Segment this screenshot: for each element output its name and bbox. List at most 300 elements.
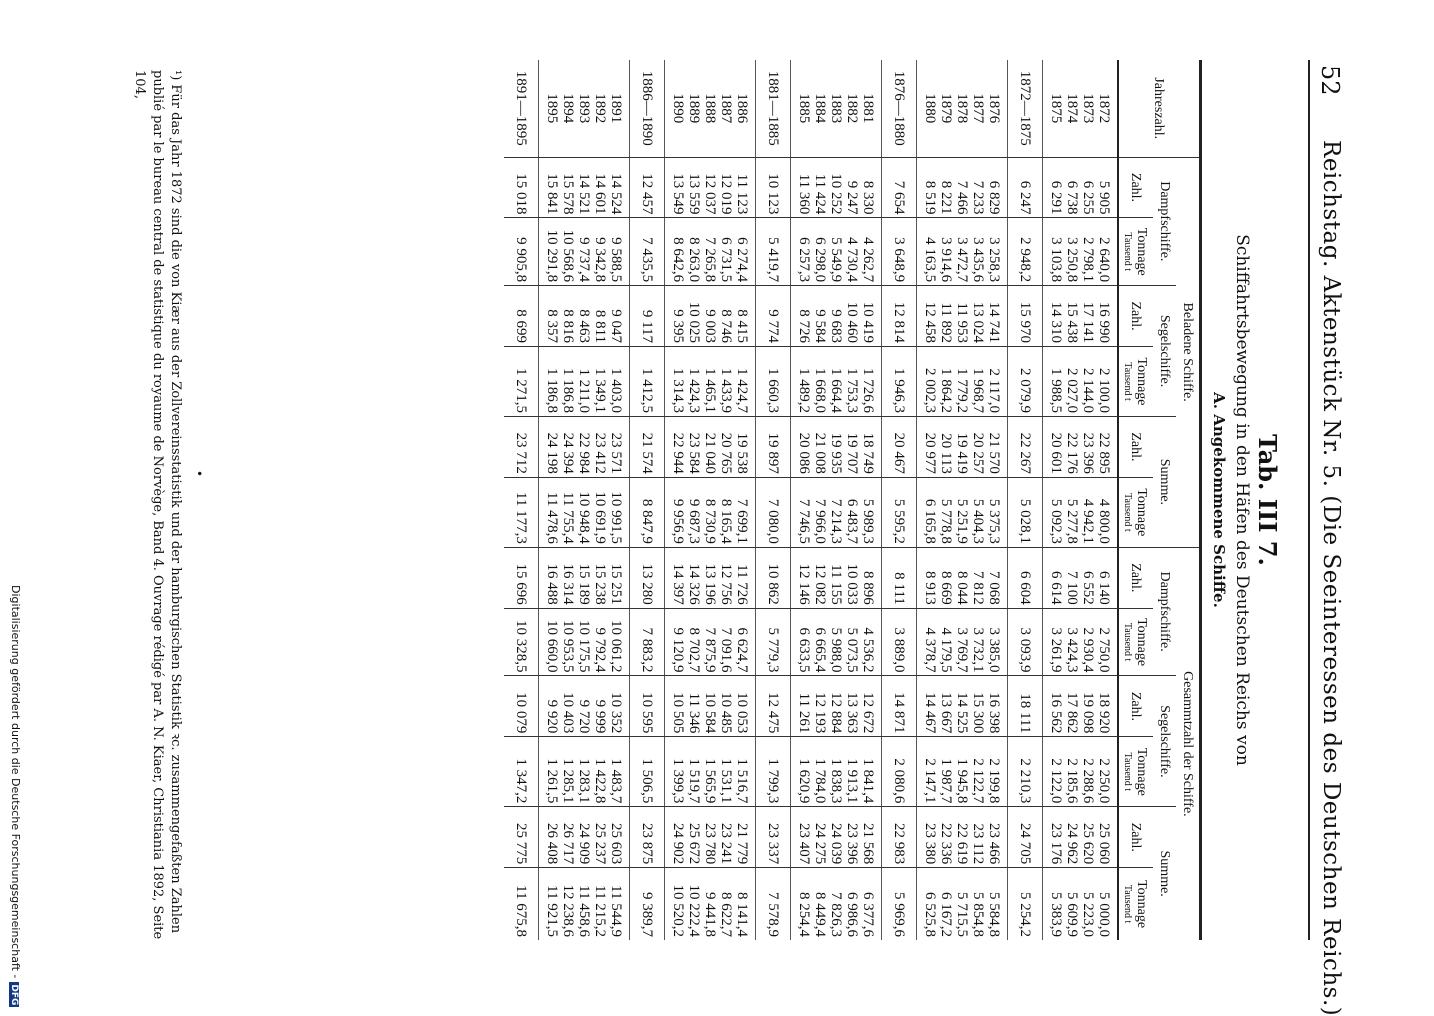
cell-value: 10 953,5 — [560, 619, 576, 673]
cell-value: 12 019 — [718, 173, 734, 215]
cell-value: 7 875,9 — [702, 627, 718, 673]
cell-value: 1 664,4 — [828, 367, 844, 413]
average-value: 15 970 — [1008, 286, 1043, 347]
cell-value: 1 489,2 — [796, 367, 812, 413]
cell-value: 20 113 — [938, 433, 954, 474]
year-value: 1886 — [734, 93, 750, 124]
cell-value: 7 233 — [970, 180, 986, 215]
cell-value: 1 424,7 — [734, 367, 750, 413]
unit-header-row — [1118, 60, 1153, 940]
year-value: 1885 — [796, 93, 812, 124]
average-value: 12 814 — [882, 286, 917, 347]
cell-value: 6 633,5 — [796, 627, 812, 673]
cell-value: 23 466 — [986, 822, 1002, 865]
tonnage-column-header — [1118, 477, 1153, 547]
cell-value: 23 396 — [1080, 432, 1096, 474]
year-value: 1893 — [576, 93, 592, 124]
cell-value: 1 261,5 — [544, 758, 560, 804]
cell-value: 4 163,5 — [922, 237, 938, 283]
cell-value: 3 424,3 — [1064, 627, 1080, 673]
year-cell — [1043, 60, 1119, 157]
period-average-row — [1008, 60, 1043, 940]
cell-value: 7 699,1 — [734, 498, 750, 544]
tonnage-unit: Tausend t — [1122, 232, 1133, 272]
cell-value: 19 707 — [844, 432, 860, 474]
value-cell — [791, 218, 882, 286]
cell-value: 6 665,4 — [812, 627, 828, 673]
cell-value: 2 185,6 — [1064, 758, 1080, 804]
cell-value: 8 726 — [796, 309, 812, 344]
cell-value: 3 258,3 — [986, 237, 1002, 283]
average-value: 8 847,9 — [630, 477, 665, 547]
value-cell — [539, 676, 630, 737]
average-value: 2 210,3 — [1008, 737, 1043, 807]
average-value: 10 862 — [756, 547, 791, 608]
value-cell — [917, 286, 1008, 347]
tonnage-unit: Tausend t — [1122, 493, 1133, 532]
average-value: 13 280 — [630, 547, 665, 608]
value-cell — [665, 807, 756, 868]
value-cell — [791, 868, 882, 940]
value-cell — [791, 347, 882, 417]
average-value: 19 897 — [756, 416, 791, 477]
cell-value: 6 624,7 — [734, 627, 750, 673]
value-cell — [1043, 807, 1119, 868]
cell-value: 9 588,5 — [608, 237, 624, 283]
year-value: 1878 — [954, 93, 970, 124]
cell-value: 6 525,8 — [922, 892, 938, 937]
average-value: 14 871 — [882, 676, 917, 737]
period-label: 1881—1885 — [756, 60, 791, 157]
cell-value: 10 291,8 — [544, 229, 560, 283]
value-cell — [665, 477, 756, 547]
year-group-row — [539, 60, 630, 940]
tonnage-label: Tonnage — [1134, 357, 1149, 406]
value-cell — [1043, 286, 1119, 347]
year-cell — [917, 60, 1008, 157]
cell-value: 26 408 — [544, 822, 560, 865]
average-value: 5 419,7 — [756, 218, 791, 286]
table-subtitle: Schiffahrtsbewegung in den Häfen des Deutschen Reichs von — [1232, 234, 1252, 766]
cell-value: 10 568,6 — [560, 229, 576, 283]
cell-value: 12 146 — [796, 563, 812, 605]
cell-value: 10 505 — [670, 692, 686, 734]
value-cell — [539, 286, 630, 347]
cell-value: 1 403,0 — [608, 367, 624, 413]
cell-value: 11 261 — [796, 692, 812, 734]
count-column-header: Zahl. — [1118, 807, 1153, 868]
footnote-line-1: ¹) Für das Jahr 1872 sind die von Kiær aus der Zollvereinsstatistik und der hamburgischen Statistik ꝛc. zusammengefaßten Zahlen — [168, 70, 183, 934]
cell-value: 2 930,4 — [1080, 627, 1096, 673]
average-value: 8 111 — [882, 547, 917, 608]
cell-value: 7 466 — [954, 180, 970, 215]
cell-value: 12 037 — [702, 173, 718, 215]
average-value: 8 699 — [504, 286, 539, 347]
cell-value: 14 525 — [954, 692, 970, 734]
value-cell — [665, 347, 756, 417]
average-value: 7 578,9 — [756, 868, 791, 940]
cell-value: 8 811 — [592, 309, 608, 344]
cell-value: 14 524 — [608, 173, 624, 215]
cell-value: 3 385,0 — [986, 627, 1002, 673]
cell-value: 26 717 — [560, 822, 576, 865]
cell-value: 10 053 — [734, 692, 750, 734]
cell-value: 7 265,8 — [702, 237, 718, 283]
average-value: 23 712 — [504, 416, 539, 477]
cell-value: 4 536,2 — [860, 627, 876, 673]
period-label: 1886—1890 — [630, 60, 665, 157]
cell-value: 2 147,1 — [922, 758, 938, 804]
cell-value: 25 672 — [686, 822, 702, 865]
cell-value: 8 669 — [938, 571, 954, 605]
value-cell — [539, 737, 630, 807]
cell-value: 1 424,3 — [686, 367, 702, 413]
value-cell — [791, 416, 882, 477]
value-cell — [917, 608, 1008, 676]
value-cell — [791, 608, 882, 676]
group-header-total: Gesammtzahl der Schiffe. — [1176, 547, 1201, 940]
cell-value: 21 008 — [812, 432, 828, 474]
tonnage-column-header — [1118, 347, 1153, 417]
cell-value: 14 601 — [592, 173, 608, 215]
average-value: 11 675,8 — [504, 868, 539, 940]
average-value: 2 948,2 — [1008, 218, 1043, 286]
cell-value: 1 565,9 — [702, 758, 718, 804]
average-value: 1 946,3 — [882, 347, 917, 417]
period-label: 1876—1880 — [882, 60, 917, 157]
average-value: 15 018 — [504, 157, 539, 218]
period-average-row — [882, 60, 917, 940]
average-value: 23 875 — [630, 807, 665, 868]
cell-value: 6 167,2 — [938, 892, 954, 937]
year-cell — [791, 60, 882, 157]
cell-value: 12 458 — [922, 301, 938, 344]
cell-value: 7 826,3 — [828, 892, 844, 937]
cell-value: 16 488 — [544, 563, 560, 605]
value-cell — [1043, 547, 1119, 608]
value-cell — [917, 477, 1008, 547]
cell-value: 5 715,5 — [954, 892, 970, 937]
value-cell — [665, 157, 756, 218]
value-cell — [539, 347, 630, 417]
cell-value: 3 261,9 — [1048, 627, 1064, 673]
cell-value: 12 238,6 — [560, 884, 576, 937]
year-value: 1879 — [938, 93, 954, 124]
average-value: 11 177,3 — [504, 477, 539, 547]
cell-value: 9 920 — [544, 699, 560, 734]
average-value: 9 117 — [630, 286, 665, 347]
period-label: 1872—1875 — [1008, 60, 1043, 157]
year-value: 1889 — [686, 93, 702, 124]
cell-value: 19 538 — [734, 432, 750, 474]
value-cell — [1043, 416, 1119, 477]
cell-value: 24 394 — [560, 432, 576, 474]
cell-value: 11 360 — [796, 173, 812, 215]
value-cell — [917, 868, 1008, 940]
cell-value: 6 255 — [1080, 180, 1096, 215]
cell-value: 1 285,1 — [560, 758, 576, 804]
cell-value: 8 330 — [860, 180, 876, 215]
value-cell — [917, 807, 1008, 868]
cell-value: 7 746,5 — [796, 498, 812, 544]
value-cell — [791, 157, 882, 218]
value-cell — [917, 547, 1008, 608]
count-column-header: Zahl. — [1118, 286, 1153, 347]
value-cell — [1043, 608, 1119, 676]
cell-value: 4 378,7 — [922, 627, 938, 673]
year-value: 1894 — [560, 93, 576, 124]
cell-value: 1 841,4 — [860, 758, 876, 804]
average-value: 2 080,6 — [882, 737, 917, 807]
cell-value: 3 769,7 — [954, 627, 970, 673]
tonnage-label: Tonnage — [1134, 880, 1149, 929]
cell-value: 5 905 — [1096, 180, 1112, 215]
year-value: 1891 — [608, 93, 624, 124]
tonnage-column-header — [1118, 868, 1153, 940]
cell-value: 1 422,8 — [592, 758, 608, 804]
cell-value: 13 363 — [844, 692, 860, 734]
average-value: 1 347,2 — [504, 737, 539, 807]
cell-value: 11 544,9 — [608, 885, 624, 937]
year-value: 1884 — [812, 93, 828, 124]
cell-value: 12 193 — [812, 692, 828, 734]
value-cell — [1043, 676, 1119, 737]
tonnage-column-header — [1118, 608, 1153, 676]
value-cell — [1043, 477, 1119, 547]
cell-value: 16 314 — [560, 563, 576, 605]
average-value: 9 905,8 — [504, 218, 539, 286]
cell-value: 23 780 — [702, 822, 718, 865]
cell-value: 19 098 — [1080, 692, 1096, 734]
value-cell — [791, 286, 882, 347]
year-value: 1877 — [970, 93, 986, 124]
cell-value: 12 672 — [860, 692, 876, 734]
average-value: 10 328,5 — [504, 608, 539, 676]
cell-value: 9 342,8 — [592, 237, 608, 283]
cell-value: 6 829 — [986, 180, 1002, 215]
cell-value: 1 620,9 — [796, 758, 812, 804]
shipping-table — [504, 60, 1202, 940]
cell-value: 8 263,0 — [686, 237, 702, 283]
cell-value: 24 275 — [812, 822, 828, 865]
cell-value: 10 460 — [844, 301, 860, 344]
cell-value: 10 520,2 — [670, 884, 686, 937]
average-value: 10 595 — [630, 676, 665, 737]
cell-value: 1 838,3 — [828, 758, 844, 804]
cell-value: 7 966,0 — [812, 498, 828, 544]
footnote-line-2: publié par le bureau central de statistique du royaume de Norvège, Band 4. Ouvrage rédigé par A. N. Kiaer, Christiania 1892, Seite 104, — [132, 70, 165, 940]
average-value: 1 412,5 — [630, 347, 665, 417]
cell-value: 10 691,9 — [592, 491, 608, 544]
cell-value: 1 987,7 — [938, 758, 954, 804]
cell-value: 3 250,8 — [1064, 237, 1080, 283]
value-cell — [665, 416, 756, 477]
year-group-row — [791, 60, 882, 940]
cell-value: 18 920 — [1096, 692, 1112, 734]
cell-value: 22 176 — [1064, 432, 1080, 474]
average-value: 12 457 — [630, 157, 665, 218]
cell-value: 9 720 — [576, 699, 592, 734]
average-value: 22 267 — [1008, 416, 1043, 477]
average-value: 24 705 — [1008, 807, 1043, 868]
value-cell — [665, 676, 756, 737]
value-cell — [539, 608, 630, 676]
cell-value: 23 380 — [922, 822, 938, 865]
value-cell — [539, 218, 630, 286]
tonnage-column-header — [1118, 218, 1153, 286]
cell-value: 6 731,5 — [718, 237, 734, 283]
cell-value: 8 896 — [860, 571, 876, 605]
cell-value: 13 196 — [702, 563, 718, 605]
cell-value: 1 399,3 — [670, 758, 686, 804]
cell-value: 2 100,0 — [1096, 367, 1112, 413]
average-value: 7 883,2 — [630, 608, 665, 676]
year-value: 1875 — [1048, 93, 1064, 124]
value-cell — [539, 477, 630, 547]
cell-value: 1 314,3 — [670, 367, 686, 413]
value-cell — [539, 547, 630, 608]
cell-value: 10 991,5 — [608, 491, 624, 544]
period-average-row — [630, 60, 665, 940]
cell-value: 2 027,0 — [1064, 367, 1080, 413]
average-value: 3 093,9 — [1008, 608, 1043, 676]
section-heading: A. Angekommene Schiffe. — [1210, 392, 1228, 608]
cell-value: 20 257 — [970, 432, 986, 474]
cell-value: 1 864,2 — [938, 367, 954, 413]
cell-value: 6 298,0 — [812, 237, 828, 283]
cell-value: 5 609,9 — [1064, 892, 1080, 937]
average-value: 15 696 — [504, 547, 539, 608]
value-cell — [539, 868, 630, 940]
cell-value: 15 251 — [608, 563, 624, 605]
cell-value: 6 552 — [1080, 571, 1096, 605]
year-value: 1895 — [544, 93, 560, 124]
cell-value: 1 753,3 — [844, 367, 860, 413]
cell-value: 16 398 — [986, 692, 1002, 734]
year-value: 1874 — [1064, 93, 1080, 124]
year-value: 1883 — [828, 93, 844, 124]
average-value: 5 779,3 — [756, 608, 791, 676]
cell-value: 22 944 — [670, 432, 686, 474]
cell-value: 8 816 — [560, 309, 576, 344]
cell-value: 1 945,8 — [954, 758, 970, 804]
cell-value: 17 862 — [1064, 692, 1080, 734]
average-value: 12 475 — [756, 676, 791, 737]
value-cell — [791, 676, 882, 737]
cell-value: 9 120,9 — [670, 627, 686, 673]
cell-value: 15 841 — [544, 173, 560, 215]
value-cell — [665, 737, 756, 807]
page-number: 52 — [1316, 65, 1344, 96]
cell-value: 23 241 — [718, 822, 734, 865]
year-group-row — [917, 60, 1008, 940]
cell-value: 9 247 — [844, 180, 860, 215]
cell-value: 11 755,4 — [560, 491, 576, 544]
value-cell — [791, 807, 882, 868]
average-value: 10 079 — [504, 676, 539, 737]
cell-value: 6 614 — [1048, 571, 1064, 605]
cell-value: 4 730,4 — [844, 237, 860, 283]
cell-value: 1 186,8 — [544, 367, 560, 413]
average-value: 3 648,9 — [882, 218, 917, 286]
table-title: Tab. III 7. — [1253, 434, 1282, 566]
value-cell — [791, 547, 882, 608]
cell-value: 1 283,1 — [576, 758, 592, 804]
cell-value: 22 619 — [954, 822, 970, 865]
cell-value: 10 485 — [718, 692, 734, 734]
cell-value: 9 999 — [592, 699, 608, 734]
cell-value: 8 357 — [544, 309, 560, 344]
average-value: 7 435,5 — [630, 218, 665, 286]
cell-value: 23 407 — [796, 822, 812, 865]
year-value: 1872 — [1096, 93, 1112, 124]
average-value: 5 254,2 — [1008, 868, 1043, 940]
dfg-logo: DFG — [9, 984, 19, 1006]
value-cell — [665, 868, 756, 940]
cell-value: 19 419 — [954, 432, 970, 474]
cell-value: 21 040 — [702, 432, 718, 474]
cell-value: 11 123 — [734, 173, 750, 215]
cell-value: 9 687,3 — [686, 498, 702, 544]
cell-value: 11 346 — [686, 692, 702, 734]
subgroup-header-sail-laden: Segelschiffe. — [1153, 286, 1176, 417]
cell-value: 13 667 — [938, 692, 954, 734]
cell-value: 23 571 — [608, 432, 624, 474]
average-value: 3 889,0 — [882, 608, 917, 676]
cell-value: 17 141 — [1080, 301, 1096, 344]
cell-value: 8 746 — [718, 309, 734, 344]
year-value: 1887 — [718, 93, 734, 124]
cell-value: 8 702,7 — [686, 627, 702, 673]
cell-value: 5 854,8 — [970, 892, 986, 937]
cell-value: 10 061,2 — [608, 619, 624, 673]
cell-value: 9 584 — [812, 309, 828, 344]
cell-value: 5 375,3 — [986, 498, 1002, 544]
year-group-row — [665, 60, 756, 940]
cell-value: 10 660,0 — [544, 619, 560, 673]
average-value: 6 247 — [1008, 157, 1043, 218]
cell-value: 8 730,9 — [702, 498, 718, 544]
running-header — [1304, 0, 1344, 1016]
subgroup-header-sail-total: Segelschiffe. — [1153, 676, 1176, 807]
value-cell — [665, 608, 756, 676]
cell-value: 3 103,8 — [1048, 237, 1064, 283]
year-cell — [539, 60, 630, 157]
cell-value: 21 779 — [734, 822, 750, 865]
cell-value: 11 921,5 — [544, 885, 560, 937]
tonnage-unit: Tausend t — [1122, 622, 1133, 662]
cell-value: 20 601 — [1048, 432, 1064, 474]
average-value: 23 337 — [756, 807, 791, 868]
tonnage-label: Tonnage — [1134, 747, 1149, 796]
cell-value: 11 155 — [828, 564, 844, 605]
average-value: 22 983 — [882, 807, 917, 868]
year-value: 1881 — [860, 93, 876, 124]
year-value: 1882 — [844, 93, 860, 124]
cell-value: 2 002,3 — [922, 367, 938, 413]
cell-value: 14 310 — [1048, 301, 1064, 344]
period-average-row — [504, 60, 539, 940]
cell-value: 14 741 — [986, 301, 1002, 344]
average-value: 1 799,3 — [756, 737, 791, 807]
funding-text: Digitalisierung gefördert durch die Deutsche Forschungsgemeinschaft - — [9, 585, 22, 979]
cell-value: 13 559 — [686, 173, 702, 215]
value-cell — [917, 218, 1008, 286]
cell-value: 1 483,7 — [608, 758, 624, 804]
cell-value: 20 086 — [796, 432, 812, 474]
tonnage-label: Tonnage — [1134, 227, 1149, 276]
cell-value: 11 478,6 — [544, 491, 560, 544]
